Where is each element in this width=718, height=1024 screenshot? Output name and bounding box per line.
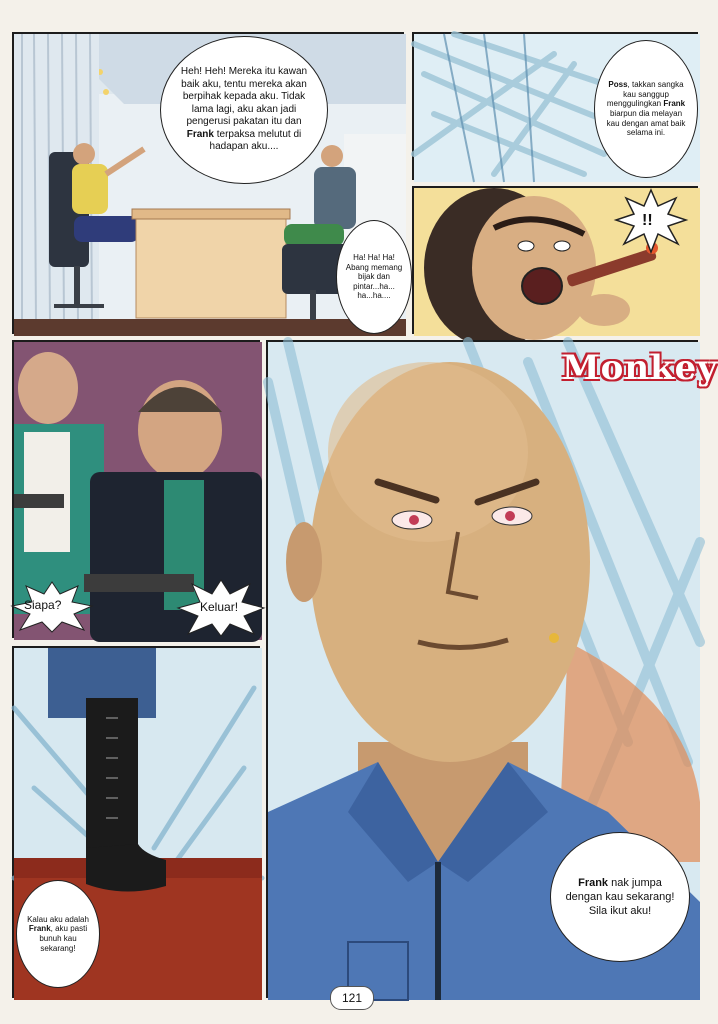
speech-text-keluar: Keluar! [200,600,239,614]
speech-bubble-poss [594,40,698,178]
speech-name-poss: Poss [608,80,628,90]
page-number: 121 [330,986,374,1010]
character-name-title: Monkey [562,348,718,388]
panel-monkey [266,340,718,998]
speech-name-frank: Frank [28,924,51,934]
speech-bubble-monkey [550,832,690,962]
speech-bubble-boss [160,36,328,184]
panel-office [12,32,404,334]
speech-bubble-threat [16,880,100,988]
exclamation-text: !! [642,212,653,229]
panel-speed-lines [412,32,698,180]
speech-text [179,66,309,154]
speech-text-part: Heh! Heh! Mereka itu kawan baik aku, tentu mereka akan berpihak kepada aku. Tidak lama lagi, aku akan jadi pengerusi pakatan itu dan [180,66,308,128]
speech-bubble-henchman [336,220,412,334]
speech-name-frank: Frank [663,99,686,109]
panel-shocked-face [412,186,698,334]
speech-text-part: , takkan sangka kau sanggup menggulingkan [606,80,684,109]
speech-text [605,80,687,138]
panel-boot [12,646,260,998]
speech-text [565,876,675,919]
speech-text-part: , aku pasti bunuh kau sekarang! [39,924,88,953]
speech-text-part: nak jumpa dengan kau sekarang! Sila ikut aku! [565,876,675,918]
speech-name-frank: Frank [578,876,609,889]
speech-text-siapa: Siapa? [24,598,62,612]
speech-text-part: biarpun dia melayan kau dengan amat baik selama ini. [606,109,686,138]
speech-text-part: terpaksa melutut di hadapan aku.... [209,128,302,153]
speech-name-frank: Frank [186,128,214,140]
speech-text-part: Kalau aku adalah [27,914,89,924]
speech-text: Ha! Ha! Ha! Abang memang bijak dan pintar...ha... ha...ha.... [345,253,403,301]
panel-gunmen [12,340,260,638]
speech-text [25,915,91,953]
